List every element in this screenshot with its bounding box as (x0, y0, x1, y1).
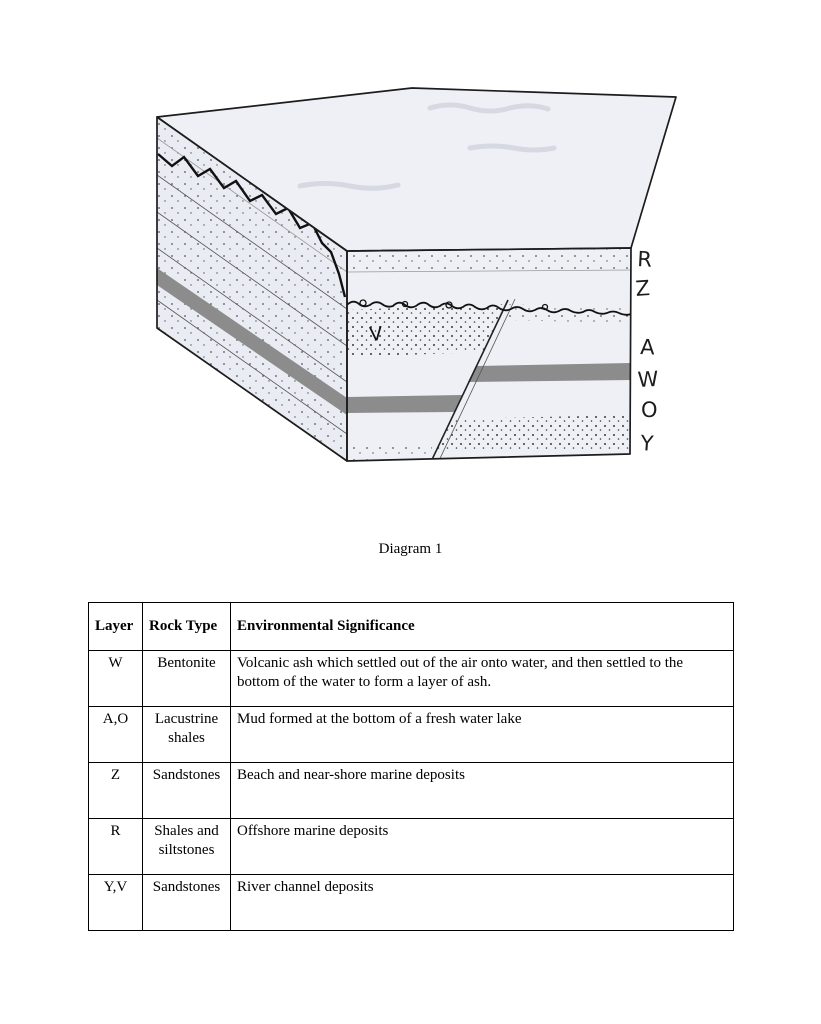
col-header-rock-type: Rock Type (143, 603, 231, 651)
layer-r-stipple-band (347, 249, 632, 272)
gray-band-right (468, 363, 631, 382)
layer-label-z: Z (634, 276, 651, 301)
table-header-row (89, 603, 734, 651)
rock-type-cell: Lacustrine shales (143, 707, 231, 763)
layer-label-w: W (637, 366, 659, 392)
layer-label-r: R (636, 247, 653, 272)
layer-label-o: O (641, 398, 658, 422)
significance-cell: River channel deposits (231, 875, 734, 931)
table-row-yv (89, 875, 734, 931)
lower-sand-band-right (435, 415, 631, 452)
layer-cell: Z (89, 763, 143, 819)
gray-band-left (347, 395, 462, 413)
table-row-ao (89, 707, 734, 763)
lower-sand-band-left (347, 443, 433, 465)
layer-cell: R (89, 819, 143, 875)
significance-cell: Beach and near-shore marine deposits (231, 763, 734, 819)
significance-cell: Offshore marine deposits (231, 819, 734, 875)
rock-type-cell: Shales and siltstones (143, 819, 231, 875)
diagram-caption: Diagram 1 (378, 541, 443, 557)
rock-type-cell: Sandstones (143, 875, 231, 931)
col-header-layer: Layer (89, 603, 143, 651)
layer-cell: W (89, 651, 143, 707)
significance-cell: Mud formed at the bottom of a fresh water lake (231, 707, 734, 763)
layer-label-a: A (639, 335, 656, 360)
layer-cell: Y,V (89, 875, 143, 931)
table-row-w (89, 651, 734, 707)
col-header-significance: Environmental Significance (231, 603, 734, 651)
table-row-r (89, 819, 734, 875)
rock-type-cell: Sandstones (143, 763, 231, 819)
table-row-z (89, 763, 734, 819)
significance-cell: Volcanic ash which settled out of the air onto water, and then settled to the bottom of the water to form a layer of ash. (231, 651, 734, 707)
layer-label-v: V (368, 322, 384, 346)
rock-layers-table (88, 602, 734, 931)
layer-cell: A,O (89, 707, 143, 763)
layer-label-y: Y (639, 431, 655, 456)
rock-type-cell: Bentonite (143, 651, 231, 707)
